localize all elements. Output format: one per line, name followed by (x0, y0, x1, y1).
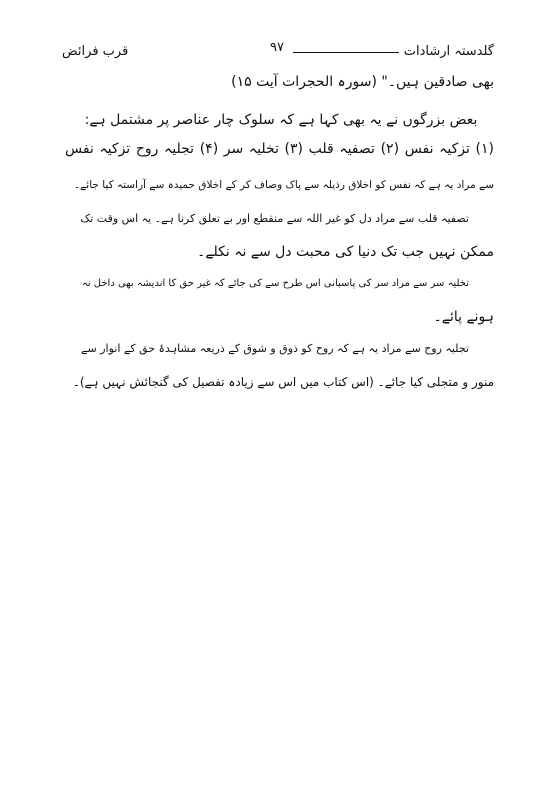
text-line-6: ممکن نہیں جب تک دنیا کی محبت دل سے نہ نکلے۔ (197, 244, 494, 260)
text-line-10: منور و متجلی کیا جائے۔ (اس کتاب میں اس سے زیادہ تفصیل کی گنجائش نہیں ہے)۔ (72, 375, 494, 389)
text-line-5: تصفیہ قلب سے مراد دل کو غیر اللہ سے منقطع اور بے تعلق کرنا ہے۔ یہ اس وقت تک (80, 212, 469, 225)
text-line-9: تجلیہ روح سے مراد یہ ہے کہ روح کو ذوق و شوق کے ذریعہ مشاہدۂ حق کے انوار سے (81, 342, 469, 355)
book-title: گلدستہ ارشادات (403, 43, 494, 59)
text-line-4: سے مراد یہ ہے کہ نفس کو اخلاق رذیلہ سے پاک وصاف کر کے اخلاق حمیدہ سے آراستہ کیا جائے۔ (73, 179, 494, 191)
section-title: قرب فرائض (62, 43, 129, 59)
text-line-8: ہونے پائے۔ (433, 309, 494, 325)
text-line-3: (۱) تزکیہ نفس (۲) تصفیہ قلب (۳) تخلیہ سر (۴) تجلیہ روح تزکیہ نفس (65, 141, 494, 157)
text-line-2: بعض بزرگوں نے یہ بھی کہا ہے کہ سلوک چار عناصر پر مشتمل ہے: (84, 112, 478, 128)
page-number: ۹۷ (270, 40, 284, 55)
text-line-1: بھی صادقین ہیں۔" (سورہ الحجرات آیت ۱۵) (231, 74, 494, 90)
header-rule-left (293, 52, 388, 53)
text-line-7: تخلیہ سر سے مراد سر کی پاسبانی اس طرح سے کی جائے کہ غیر حق کا اندیشہ بھی داخل نہ (81, 278, 469, 289)
